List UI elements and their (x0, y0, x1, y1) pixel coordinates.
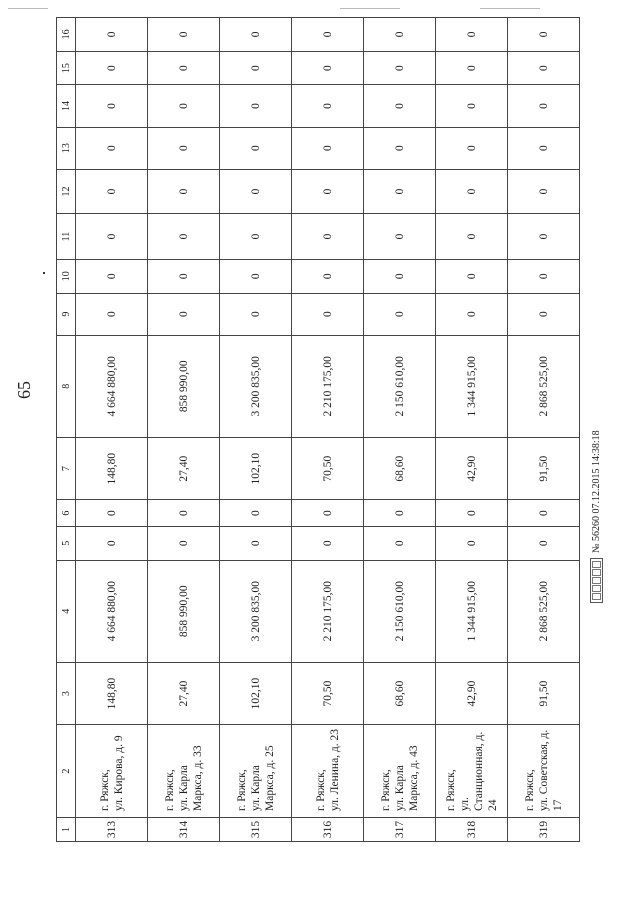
value-cell: 0 (292, 51, 364, 85)
address-street: ул. Карла Маркса, д. 25 (249, 745, 276, 811)
value-cell: 2 150 610,00 (364, 560, 436, 662)
value-cell: 0 (436, 500, 508, 526)
address-street: ул. Станционная, д. 24 (458, 731, 499, 811)
top-edge-line (8, 8, 48, 9)
value-cell: 0 (508, 51, 580, 85)
value-cell: 0 (436, 526, 508, 560)
value-cell: 0 (220, 500, 292, 526)
value-cell: 0 (148, 293, 220, 335)
column-header: 1 (57, 817, 76, 841)
value-cell: 0 (508, 293, 580, 335)
value-cell: 2 868 525,00 (508, 560, 580, 662)
value-cell: 0 (76, 293, 148, 335)
value-cell: 0 (76, 526, 148, 560)
rotated-table-container (56, 17, 578, 842)
page-number: 65 (14, 381, 34, 399)
value-cell: 0 (508, 85, 580, 127)
column-header: 12 (57, 169, 76, 214)
table-row (76, 18, 148, 842)
value-cell: 0 (148, 85, 220, 127)
column-header: 6 (57, 500, 76, 526)
table-row (220, 18, 292, 842)
table-row (292, 18, 364, 842)
address-street: ул. Кирова, д. 9 (112, 735, 125, 811)
value-cell: 0 (436, 51, 508, 85)
value-cell: 91,50 (508, 662, 580, 725)
value-cell: 0 (76, 85, 148, 127)
value-cell: 0 (364, 18, 436, 52)
value-cell: 68,60 (364, 662, 436, 725)
value-cell: 0 (436, 18, 508, 52)
value-cell: 4 664 880,00 (76, 335, 148, 437)
row-number-cell: 319 (508, 817, 580, 841)
value-cell: 0 (364, 259, 436, 293)
value-cell: 3 200 835,00 (220, 560, 292, 662)
column-header: 14 (57, 85, 76, 127)
value-cell: 0 (220, 214, 292, 260)
value-cell: 0 (220, 18, 292, 52)
value-cell: 0 (148, 500, 220, 526)
row-number-cell: 316 (292, 817, 364, 841)
row-number-cell: 314 (148, 817, 220, 841)
value-cell: 0 (436, 127, 508, 169)
value-cell: 0 (364, 214, 436, 260)
value-cell: 0 (436, 214, 508, 260)
value-cell: 0 (364, 526, 436, 560)
value-cell: 1 344 915,00 (436, 560, 508, 662)
value-cell: 0 (436, 85, 508, 127)
value-cell: 0 (364, 500, 436, 526)
address-cell (364, 725, 436, 818)
value-cell: 68,60 (364, 437, 436, 500)
value-cell: 102,10 (220, 662, 292, 725)
column-header: 3 (57, 662, 76, 725)
column-header: 9 (57, 293, 76, 335)
value-cell: 70,50 (292, 662, 364, 725)
value-cell: 0 (508, 127, 580, 169)
value-cell: 0 (220, 169, 292, 214)
value-cell: 0 (436, 169, 508, 214)
column-header: 2 (57, 725, 76, 818)
column-number-row (57, 18, 76, 842)
value-cell: 0 (508, 526, 580, 560)
address-street: ул. Ленина, д. 23 (328, 728, 341, 811)
value-cell: 27,40 (148, 662, 220, 725)
address-cell (436, 725, 508, 818)
value-cell: 148,80 (76, 662, 148, 725)
value-cell: 2 150 610,00 (364, 335, 436, 437)
value-cell: 42,90 (436, 662, 508, 725)
value-cell: 0 (292, 169, 364, 214)
row-number-cell: 318 (436, 817, 508, 841)
value-cell: 0 (148, 18, 220, 52)
value-cell: 0 (220, 259, 292, 293)
value-cell: 0 (220, 293, 292, 335)
value-cell: 0 (220, 526, 292, 560)
column-header: 4 (57, 560, 76, 662)
value-cell: 0 (364, 293, 436, 335)
value-cell: 0 (76, 51, 148, 85)
value-cell: 2 868 525,00 (508, 335, 580, 437)
registration-stamp (590, 430, 603, 603)
address-city: г. Ряжск, (523, 769, 536, 811)
address-city: г. Ряжск, (314, 769, 327, 811)
value-cell: 0 (292, 85, 364, 127)
column-header: 15 (57, 51, 76, 85)
top-edge-line (340, 8, 400, 9)
value-cell: 0 (220, 85, 292, 127)
value-cell: 0 (76, 127, 148, 169)
table-row (508, 18, 580, 842)
value-cell: 0 (364, 127, 436, 169)
value-cell: 0 (436, 259, 508, 293)
value-cell: 0 (220, 51, 292, 85)
column-header: 13 (57, 127, 76, 169)
value-cell: 2 210 175,00 (292, 335, 364, 437)
value-cell: 0 (148, 259, 220, 293)
value-cell: 148,80 (76, 437, 148, 500)
value-cell: 0 (292, 259, 364, 293)
value-cell: 70,50 (292, 437, 364, 500)
value-cell: 858 990,00 (148, 335, 220, 437)
stamp-text: № 56260 07.12.2015 14:38:18 (591, 430, 602, 553)
value-cell: 0 (76, 18, 148, 52)
table-row (364, 18, 436, 842)
address-cell (76, 725, 148, 818)
data-table (56, 17, 580, 842)
value-cell: 0 (220, 127, 292, 169)
row-number-cell: 317 (364, 817, 436, 841)
column-header: 16 (57, 18, 76, 52)
address-city: г. Ряжск, (235, 769, 248, 811)
speck-mark (43, 272, 45, 274)
row-number-cell: 313 (76, 817, 148, 841)
value-cell: 91,50 (508, 437, 580, 500)
table-row (148, 18, 220, 842)
value-cell: 4 664 880,00 (76, 560, 148, 662)
value-cell: 0 (76, 214, 148, 260)
value-cell: 0 (508, 214, 580, 260)
value-cell: 1 344 915,00 (436, 335, 508, 437)
value-cell: 102,10 (220, 437, 292, 500)
column-header: 5 (57, 526, 76, 560)
address-city: г. Ряжск, (444, 769, 457, 811)
value-cell: 0 (148, 214, 220, 260)
row-number-cell: 315 (220, 817, 292, 841)
value-cell: 0 (292, 500, 364, 526)
value-cell: 0 (292, 127, 364, 169)
column-header: 10 (57, 259, 76, 293)
address-city: г. Ряжск, (163, 769, 176, 811)
value-cell: 27,40 (148, 437, 220, 500)
column-header: 8 (57, 335, 76, 437)
value-cell: 0 (508, 500, 580, 526)
table-row (436, 18, 508, 842)
value-cell: 0 (148, 169, 220, 214)
address-cell (508, 725, 580, 818)
stamp-logo-icon (590, 558, 603, 603)
value-cell: 0 (292, 214, 364, 260)
top-edge-line (480, 8, 540, 9)
address-street: ул. Карла Маркса, д. 33 (177, 745, 204, 811)
address-cell (148, 725, 220, 818)
value-cell: 0 (148, 127, 220, 169)
value-cell: 858 990,00 (148, 560, 220, 662)
column-header: 11 (57, 214, 76, 260)
value-cell: 0 (292, 293, 364, 335)
value-cell: 0 (292, 526, 364, 560)
address-street: ул. Карла Маркса, д. 43 (393, 745, 420, 811)
value-cell: 0 (148, 51, 220, 85)
value-cell: 3 200 835,00 (220, 335, 292, 437)
value-cell: 0 (436, 293, 508, 335)
value-cell: 0 (364, 85, 436, 127)
column-header: 7 (57, 437, 76, 500)
value-cell: 2 210 175,00 (292, 560, 364, 662)
address-street: ул. Советская, д. 17 (537, 729, 564, 811)
value-cell: 0 (508, 169, 580, 214)
value-cell: 0 (76, 169, 148, 214)
address-cell (292, 725, 364, 818)
address-city: г. Ряжск, (98, 769, 111, 811)
value-cell: 0 (508, 18, 580, 52)
value-cell: 0 (364, 169, 436, 214)
value-cell: 0 (148, 526, 220, 560)
value-cell: 0 (508, 259, 580, 293)
address-cell (220, 725, 292, 818)
value-cell: 0 (76, 500, 148, 526)
address-city: г. Ряжск, (379, 769, 392, 811)
value-cell: 0 (76, 259, 148, 293)
value-cell: 42,90 (436, 437, 508, 500)
value-cell: 0 (292, 18, 364, 52)
value-cell: 0 (364, 51, 436, 85)
